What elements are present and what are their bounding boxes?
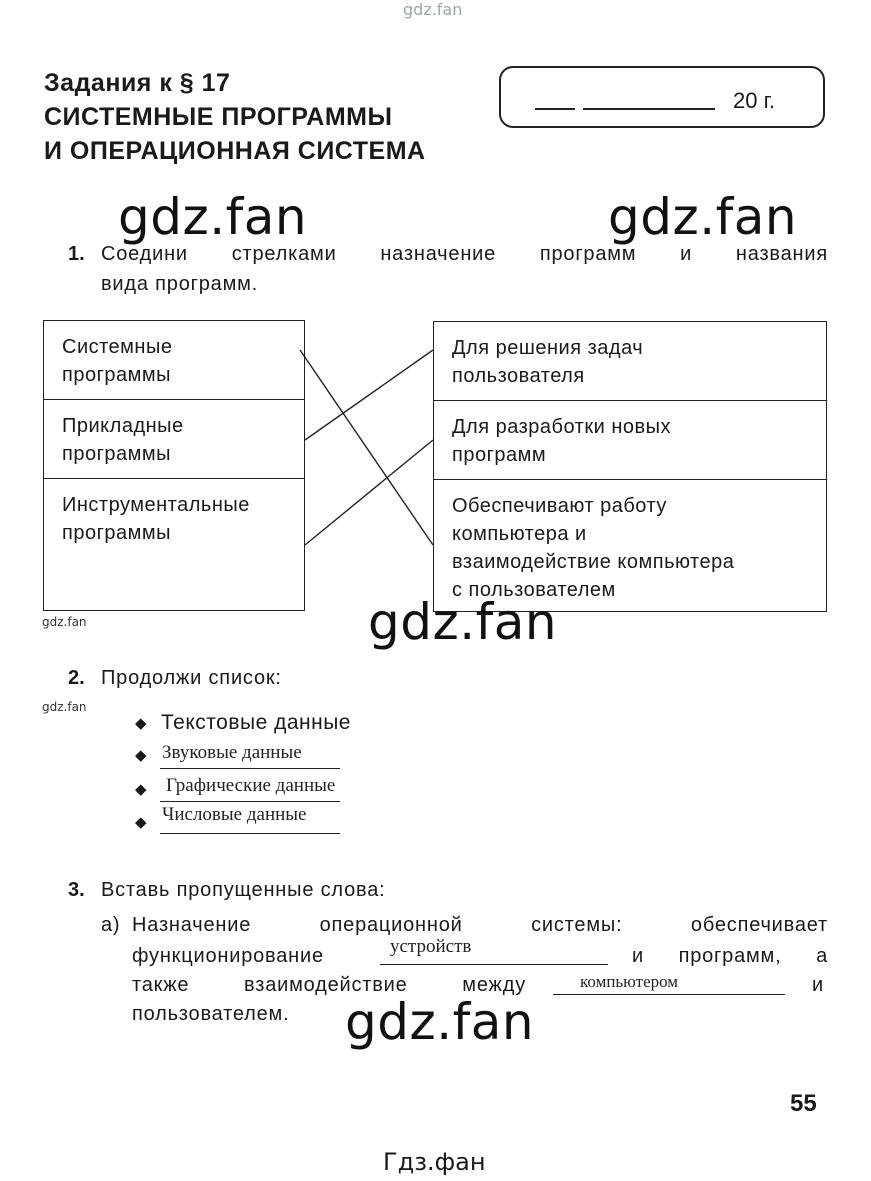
- left-item-label: программы: [62, 443, 171, 465]
- heading-line-1: Задания к § 17: [44, 69, 231, 97]
- diamond-bullet-icon: ◆: [135, 781, 147, 798]
- task3-number: 3.: [68, 879, 85, 901]
- right-table: [433, 321, 827, 612]
- connection-system-to-computer-work[interactable]: [300, 350, 433, 545]
- answer-underline: [160, 801, 340, 802]
- watermark-big: gdz.fan: [118, 188, 308, 246]
- left-item-label: программы: [62, 364, 171, 386]
- left-item-tools[interactable]: [44, 479, 304, 610]
- right-item-label: компьютера и: [452, 523, 587, 545]
- right-item-label: Обеспечивают работу: [452, 495, 667, 517]
- task3-a-line3-post: и: [812, 974, 824, 996]
- watermark-small: gdz.fan: [42, 615, 87, 629]
- list-item-answer[interactable]: Графические данные: [166, 775, 336, 796]
- answer-underline: [160, 768, 340, 769]
- right-item-label: пользователя: [452, 365, 585, 387]
- right-item-computer-work[interactable]: [434, 480, 826, 611]
- page-number: 55: [790, 1090, 817, 1117]
- heading-line-3: И ОПЕРАЦИОННАЯ СИСТЕМА: [44, 137, 426, 165]
- task2-number: 2.: [68, 667, 85, 689]
- watermark-big: gdz.fan: [608, 188, 798, 246]
- page-heading: [44, 66, 426, 168]
- list-item-answer[interactable]: Числовые данные: [162, 804, 307, 825]
- left-item-system[interactable]: [44, 321, 304, 400]
- task2-text: Продолжи список:: [101, 667, 282, 689]
- watermark-big: gdz.fan: [368, 593, 558, 651]
- diamond-bullet-icon: ◆: [135, 715, 147, 732]
- task3-a-line1: Назначение операционной системы: обеспечивает: [132, 914, 828, 936]
- task3-a-line4: пользователем.: [132, 1003, 290, 1025]
- task3-a-line3-pre: также взаимодействие между: [132, 974, 526, 996]
- right-item-user-tasks[interactable]: [434, 322, 826, 401]
- right-item-label: с пользователем: [452, 579, 616, 601]
- right-item-new-programs[interactable]: [434, 401, 826, 480]
- task3-text: Вставь пропущенные слова:: [101, 879, 386, 901]
- watermark-small: gdz.fan: [42, 700, 87, 714]
- connection-tools-to-new-programs[interactable]: [305, 440, 433, 545]
- date-year-label: 20 г.: [733, 88, 776, 113]
- answer-underline: [380, 964, 608, 965]
- footer-watermark: Гдз.фан: [383, 1148, 486, 1176]
- diamond-bullet-icon: ◆: [135, 747, 147, 764]
- task1-number: 1.: [68, 243, 85, 265]
- list-item: Текстовые данные: [161, 711, 351, 734]
- heading-line-2: СИСТЕМНЫЕ ПРОГРАММЫ: [44, 103, 393, 131]
- left-item-label: программы: [62, 522, 171, 544]
- task3-a-line2-pre: функционирование: [132, 945, 324, 967]
- date-day-line[interactable]: [535, 108, 575, 110]
- answer-underline: [160, 833, 340, 834]
- diamond-bullet-icon: ◆: [135, 814, 147, 831]
- left-table: [43, 320, 305, 611]
- watermark-top: gdz.fan: [403, 0, 463, 19]
- left-item-applied[interactable]: [44, 400, 304, 479]
- date-box[interactable]: [499, 66, 825, 128]
- answer-devices[interactable]: устройств: [390, 936, 472, 957]
- list-item-answer[interactable]: Звуковые данные: [162, 742, 302, 763]
- left-item-label: Инструментальные: [62, 494, 250, 516]
- right-item-label: Для решения задач: [452, 337, 644, 359]
- connection-applied-to-user-tasks[interactable]: [305, 350, 433, 440]
- watermark-big: gdz.fan: [345, 993, 535, 1051]
- left-item-label: Прикладные: [62, 415, 184, 437]
- task1-text-line2: вида программ.: [101, 273, 259, 295]
- right-item-label: Для разработки новых: [452, 416, 671, 438]
- left-item-label: Системные: [62, 336, 173, 358]
- task3-a-line2-post: и программ, а: [632, 945, 828, 967]
- right-item-label: взаимодействие компьютера: [452, 551, 735, 573]
- date-month-line[interactable]: [583, 108, 715, 110]
- right-item-label: программ: [452, 444, 547, 466]
- task1-text-line1: Соедини стрелками назначение программ и названия: [101, 243, 828, 265]
- answer-computer[interactable]: компьютером: [580, 972, 679, 991]
- task3-a-label: а): [101, 914, 121, 936]
- answer-underline: [553, 994, 785, 995]
